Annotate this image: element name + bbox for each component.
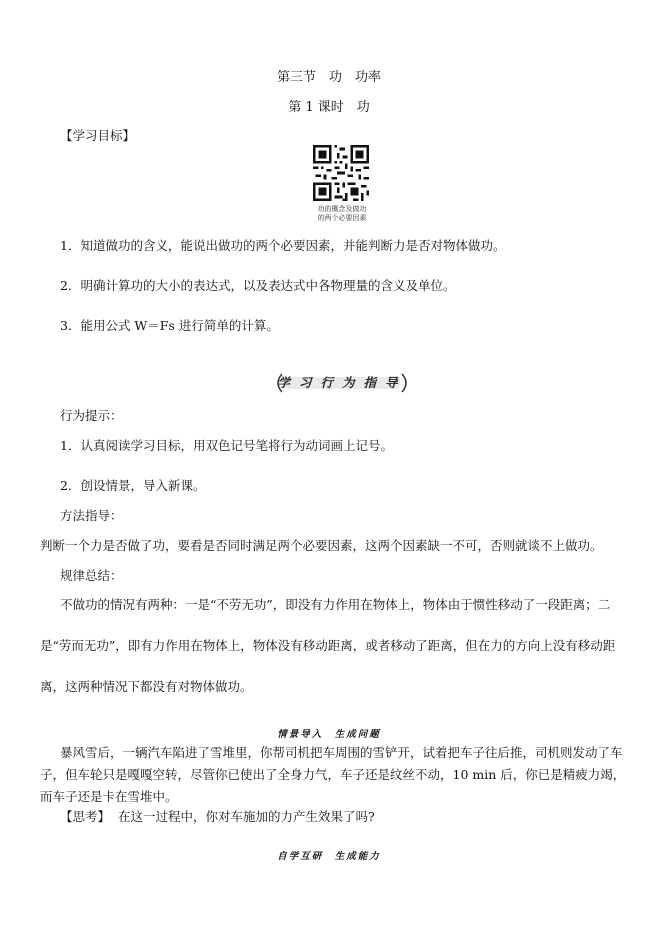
banner-label: 学习行为指导 [277,375,407,390]
hint-item-2: 2．创设情景，导入新课。 [60,478,206,493]
think-label: 【思考】 [60,809,111,824]
lesson-subtitle: 第 1 课时 功 [288,100,370,115]
guide-banner [272,372,412,394]
rule-text: 不做功的情况有两种：一是“不劳无功”，即没有力作用在物体上，物体由于惯性移动了一段距离；二是“劳而无功”，即有力作用在物体上，物体没有移动距离，或者移动了距离，但在力的方向上没有移动距离，这两种情况下都没有对物体做功。 [40,597,616,694]
method-text: 判断一个力是否做了功，要看是否同时满足两个必要因素，这两个因素缺一不可，否则就谈不上做功。 [40,538,603,553]
self-study-heading: 自学互研 生成能力 [277,851,381,862]
objective-item-1: 1．知道做功的含义，能说出做功的两个必要因素，并能判断力是否对物体做功。 [60,238,506,253]
hint-heading: 行为提示： [60,408,123,423]
objective-item-2: 2．明确计算功的大小的表达式，以及表达式中各物理量的含义及单位。 [60,278,456,293]
objective-item-3: 3．能用公式 W＝Fs 进行简单的计算。 [60,318,279,333]
scenario-heading: 情景导入 生成问题 [277,729,381,740]
qr-code[interactable] [313,145,369,201]
page-title: 第三节 功 功率 [276,70,381,85]
qr-caption-line1: 功的概念及做功 [317,205,367,213]
qr-caption-line2: 的两个必要因素 [317,214,367,222]
method-heading: 方法指导： [60,508,123,523]
scenario-text: 暴风雪后，一辆汽车陷进了雪堆里，你帮司机把车周围的雪铲开，试着把车子往后推，司机则发动了车子，但车轮只是嘎嘎空转，尽管你已使出了全身力气，车子还是纹丝不动，10 min 后，你已是精疲力竭，而车子还是卡在雪堆中。 [40,745,626,804]
think-text: 在这一过程中，你对车施加的力产生效果了吗? [118,809,375,824]
hint-item-1: 1．认真阅读学习目标，用双色记号笔将行为动词画上记号。 [60,438,393,453]
rule-heading: 规律总结： [60,568,123,583]
objectives-heading: 【学习目标】 [60,128,136,143]
